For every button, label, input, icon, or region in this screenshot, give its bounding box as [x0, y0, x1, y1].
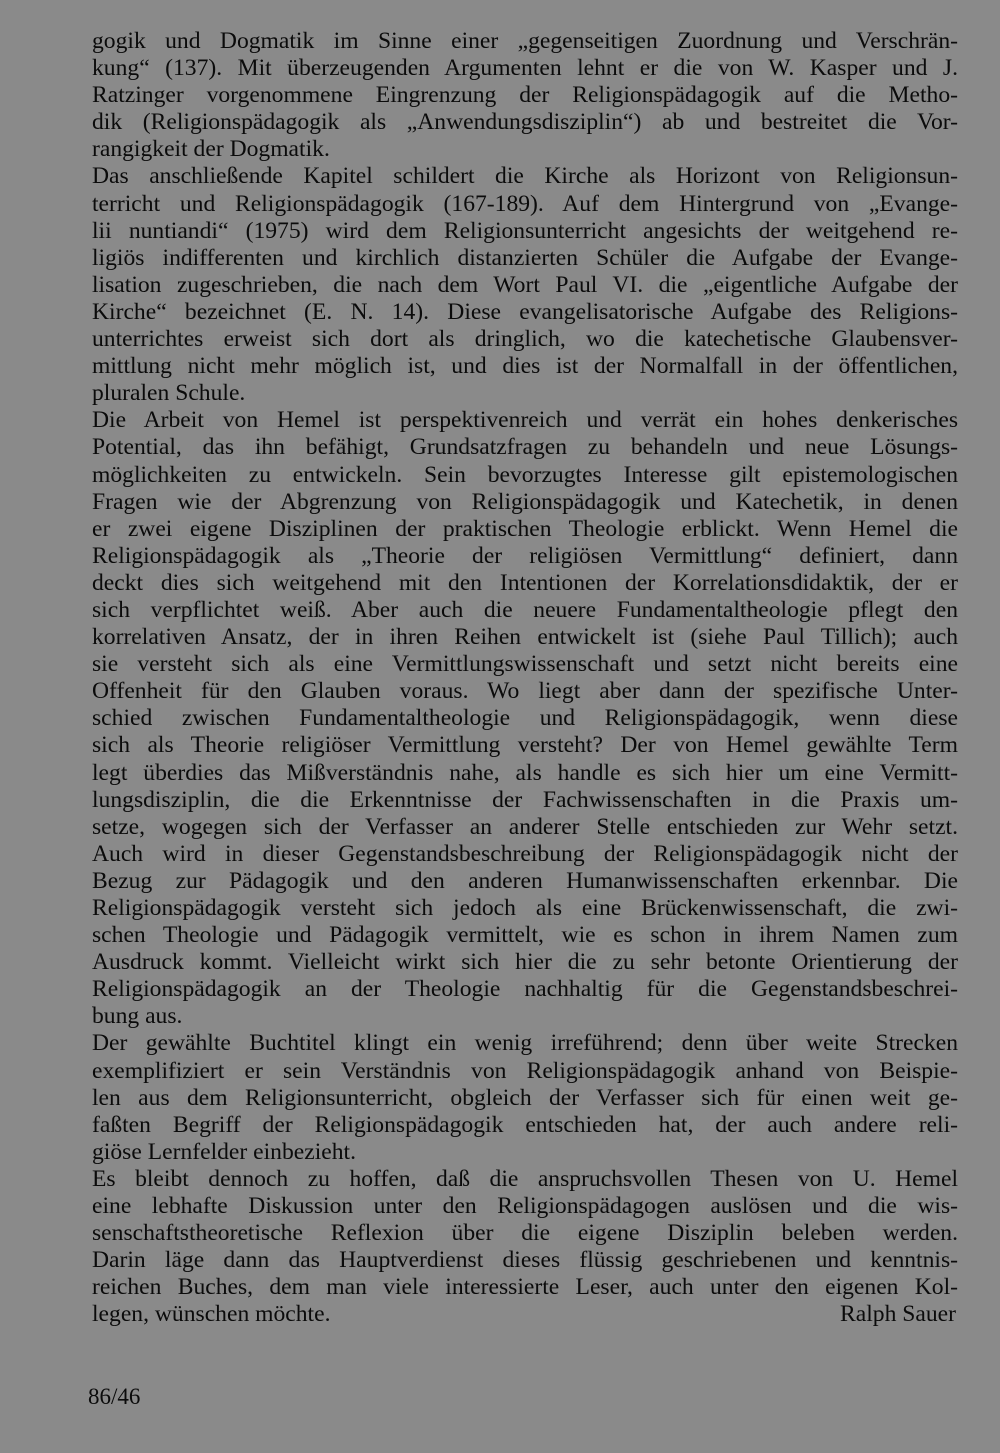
text-line: Potential, das ihn befähigt, Grundsatzfragen zu behandeln und neue Lösungs-	[92, 434, 958, 461]
text-line: senschaftstheoretische Reflexion über die eigene Disziplin beleben werden.	[92, 1220, 958, 1247]
text-line: sich als Theorie religiöser Vermittlung versteht? Der von Hemel gewählte Term	[92, 732, 958, 759]
text-line: Ausdruck kommt. Vielleicht wirkt sich hier die zu sehr betonte Orientierung der	[92, 949, 958, 976]
text-line: Ratzinger vorgenommene Eingrenzung der Religionspädagogik auf die Metho-	[92, 82, 958, 109]
text-line: reichen Buches, dem man viele interessierte Leser, auch unter den eigenen Kol-	[92, 1274, 958, 1301]
text-line: Die Arbeit von Hemel ist perspektivenreich und verrät ein hohes denkerisches	[92, 407, 958, 434]
text-line: rangigkeit der Dogmatik.	[92, 136, 330, 163]
text-line: sich verpflichtet weiß. Aber auch die neuere Fundamentaltheologie pflegt den	[92, 596, 958, 623]
author-signature: Ralph Sauer	[840, 1301, 956, 1328]
text-line: legt überdies das Mißverständnis nahe, als handle es sich hier um eine Vermitt-	[92, 759, 958, 786]
text-line: exemplifiziert er sein Verständnis von Religionspädagogik anhand von Beispie-	[92, 1057, 958, 1084]
review-text-body	[92, 28, 958, 1329]
text-line: er zwei eigene Disziplinen der praktischen Theologie erblickt. Wenn Hemel die	[92, 515, 958, 542]
text-line: gogik und Dogmatik im Sinne einer „gegenseitigen Zuordnung und Verschrän-	[92, 28, 958, 54]
text-line: giöse Lernfelder einbezieht.	[92, 1138, 356, 1165]
text-line: Fragen wie der Abgrenzung von Religionspädagogik und Katechetik, in denen	[92, 488, 958, 515]
page-number: 86/46	[88, 1384, 141, 1409]
text-line: Religionspädagogik als „Theorie der religiösen Vermittlung“ definiert, dann	[92, 542, 958, 569]
text-line: terricht und Religionspädagogik (167-189). Auf dem Hintergrund von „Evange-	[92, 190, 958, 217]
closing-text: legen, wünschen möchte.	[92, 1301, 331, 1328]
text-line: lii nuntiandi“ (1975) wird dem Religionsunterricht angesichts der weitgehend re-	[92, 217, 958, 244]
closing-line	[92, 1301, 958, 1328]
text-line: Religionspädagogik an der Theologie nachhaltig für die Gegenstandsbeschrei-	[92, 976, 958, 1003]
text-line: lungsdisziplin, die die Erkenntnisse der Fachwissenschaften in die Praxis um-	[92, 786, 958, 813]
text-line: faßten Begriff der Religionspädagogik entschieden hat, der auch andere reli-	[92, 1111, 958, 1138]
text-line: Der gewählte Buchtitel klingt ein wenig irreführend; denn über weite Strecken	[92, 1030, 958, 1057]
text-line: deckt dies sich weitgehend mit den Intentionen der Korrelationsdidaktik, der er	[92, 569, 958, 596]
text-line: schied zwischen Fundamentaltheologie und Religionspädagogik, wenn diese	[92, 705, 958, 732]
text-line: möglichkeiten zu entwickeln. Sein bevorzugtes Interesse gilt epistemologischen	[92, 461, 958, 488]
text-line: schen Theologie und Pädagogik vermittelt, wie es schon in ihrem Namen zum	[92, 922, 958, 949]
text-line: pluralen Schule.	[92, 380, 246, 407]
text-line: Religionspädagogik versteht sich jedoch als eine Brückenwissenschaft, die zwi-	[92, 895, 958, 921]
text-line: dik (Religionspädagogik als „Anwendungsdisziplin“) ab und bestreitet die Vor-	[92, 109, 958, 136]
text-line: Auch wird in dieser Gegenstandsbeschreibung der Religionspädagogik nicht der	[92, 840, 958, 867]
text-line: len aus dem Religionsunterricht, obgleich der Verfasser sich für einen weit ge-	[92, 1084, 958, 1111]
text-line: Darin läge dann das Hauptverdienst dieses flüssig geschriebenen und kenntnis-	[92, 1247, 958, 1274]
text-line: Es bleibt dennoch zu hoffen, daß die anspruchsvollen Thesen von U. Hemel	[92, 1165, 958, 1192]
text-line: unterrichtes erweist sich dort als dringlich, wo die katechetische Glaubensver-	[92, 326, 958, 353]
text-line: Kirche“ bezeichnet (E. N. 14). Diese evangelisatorische Aufgabe des Religions-	[92, 298, 958, 325]
text-line: mittlung nicht mehr möglich ist, und dies ist der Normalfall in der öffentlichen,	[92, 353, 958, 380]
text-line: Bezug zur Pädagogik und den anderen Humanwissenschaften erkennbar. Die	[92, 867, 958, 894]
text-line: sie versteht sich als eine Vermittlungswissenschaft und setzt nicht bereits eine	[92, 651, 958, 678]
text-line: eine lebhafte Diskussion unter den Religionspädagogen auslösen und die wis-	[92, 1193, 958, 1220]
text-line: korrelativen Ansatz, der in ihren Reihen entwickelt ist (siehe Paul Tillich); auch	[92, 624, 958, 651]
text-line: Das anschließende Kapitel schildert die Kirche als Horizont von Religionsun-	[92, 163, 958, 190]
text-line: bung aus.	[92, 1003, 183, 1030]
text-line: Offenheit für den Glauben voraus. Wo liegt aber dann der spezifische Unter-	[92, 678, 958, 705]
text-line: setze, wogegen sich der Verfasser an anderer Stelle entschieden zur Wehr setzt.	[92, 813, 958, 840]
text-line: kung“ (137). Mit überzeugenden Argumenten lehnt er die von W. Kasper und J.	[92, 55, 958, 82]
text-line: ligiös indifferenten und kirchlich distanzierten Schüler die Aufgabe der Evange-	[92, 244, 958, 271]
text-line: lisation zugeschrieben, die nach dem Wort Paul VI. die „eigentliche Aufgabe der	[92, 271, 958, 298]
